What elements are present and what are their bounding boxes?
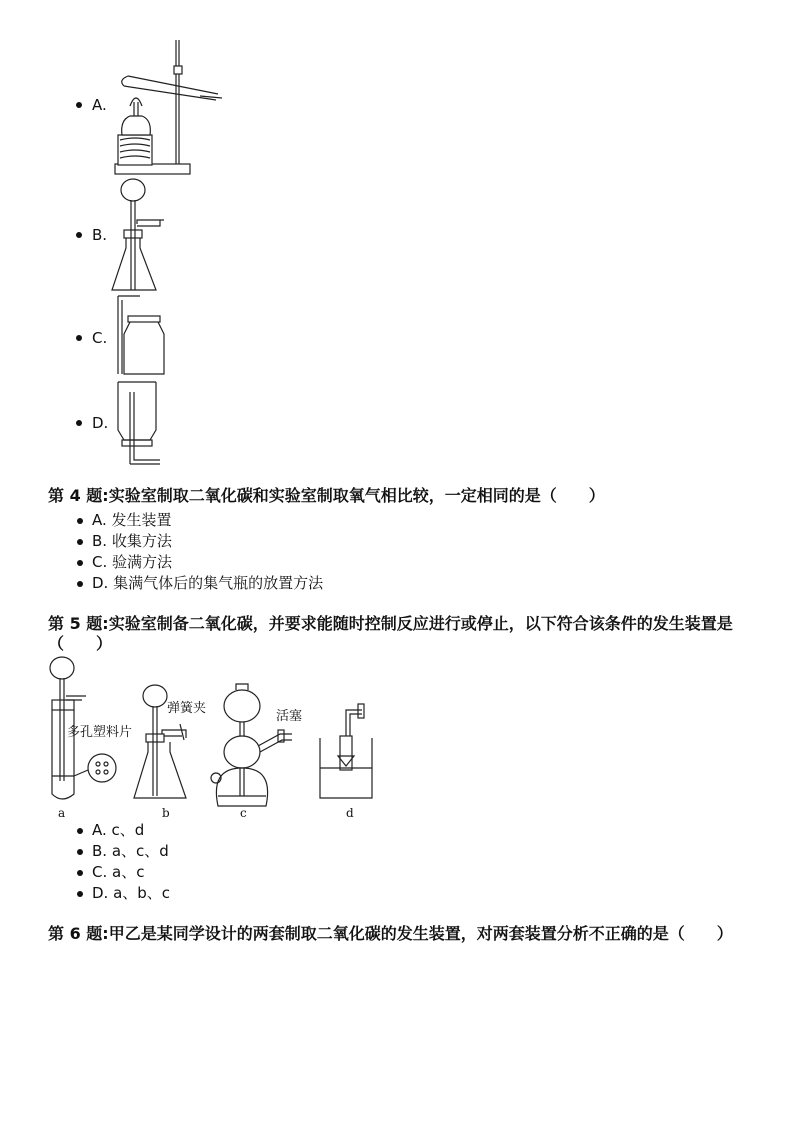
q4-option-a[interactable]: A. 发生装置 — [70, 510, 323, 531]
q5-prefix: 第 5 题: — [48, 614, 109, 633]
bullet — [76, 232, 82, 238]
q3-option-d-label: D. — [92, 414, 109, 432]
q5-options — [70, 820, 170, 904]
q4-options — [70, 510, 323, 594]
caption-c: c — [240, 806, 247, 820]
apparatus-b-image — [110, 178, 170, 298]
q5-option-c[interactable]: C. a、c — [70, 862, 170, 883]
label-stopcock: 活塞 — [276, 709, 303, 724]
q3-option-a-label: A. — [92, 96, 107, 114]
caption-b: b — [162, 806, 170, 820]
q3-option-c-label: C. — [92, 329, 108, 347]
q6-prefix: 第 6 题: — [48, 924, 109, 943]
q4-option-d[interactable]: D. 集满气体后的集气瓶的放置方法 — [70, 573, 323, 594]
q4-heading — [48, 486, 760, 506]
q5-option-d[interactable]: D. a、b、c — [70, 883, 170, 904]
apparatus-d-image — [110, 382, 170, 472]
q4-text: 实验室制取二氧化碳和实验室制取氧气相比较，一定相同的是（ ） — [108, 486, 605, 505]
caption-d: d — [346, 806, 354, 820]
q5-text: 实验室制备二氧化碳，并要求能随时控制反应进行或停止，以下符合该条件的发生装置是（ ） — [48, 614, 733, 653]
q5-heading — [48, 614, 760, 654]
caption-a: a — [58, 806, 66, 820]
q3-option-b-label: B. — [92, 226, 108, 244]
bullet — [76, 102, 82, 108]
bullet — [76, 335, 82, 341]
apparatus-c-image — [110, 294, 170, 384]
q5-option-a[interactable]: A. c、d — [70, 820, 170, 841]
q6-text: 甲乙是某同学设计的两套制取二氧化碳的发生装置，对两套装置分析不正确的是（ ） — [108, 924, 733, 943]
bullet — [76, 420, 82, 426]
q4-option-b[interactable]: B. 收集方法 — [70, 531, 323, 552]
q5-option-b[interactable]: B. a、c、d — [70, 841, 170, 862]
label-spring-clip: 弹簧夹 — [167, 701, 207, 716]
q6-heading — [48, 924, 760, 944]
q4-prefix: 第 4 题: — [48, 486, 109, 505]
q4-option-c[interactable]: C. 验满方法 — [70, 552, 323, 573]
label-porous-plastic: 多孔塑料片 — [67, 725, 133, 740]
apparatus-a-image — [110, 40, 230, 180]
